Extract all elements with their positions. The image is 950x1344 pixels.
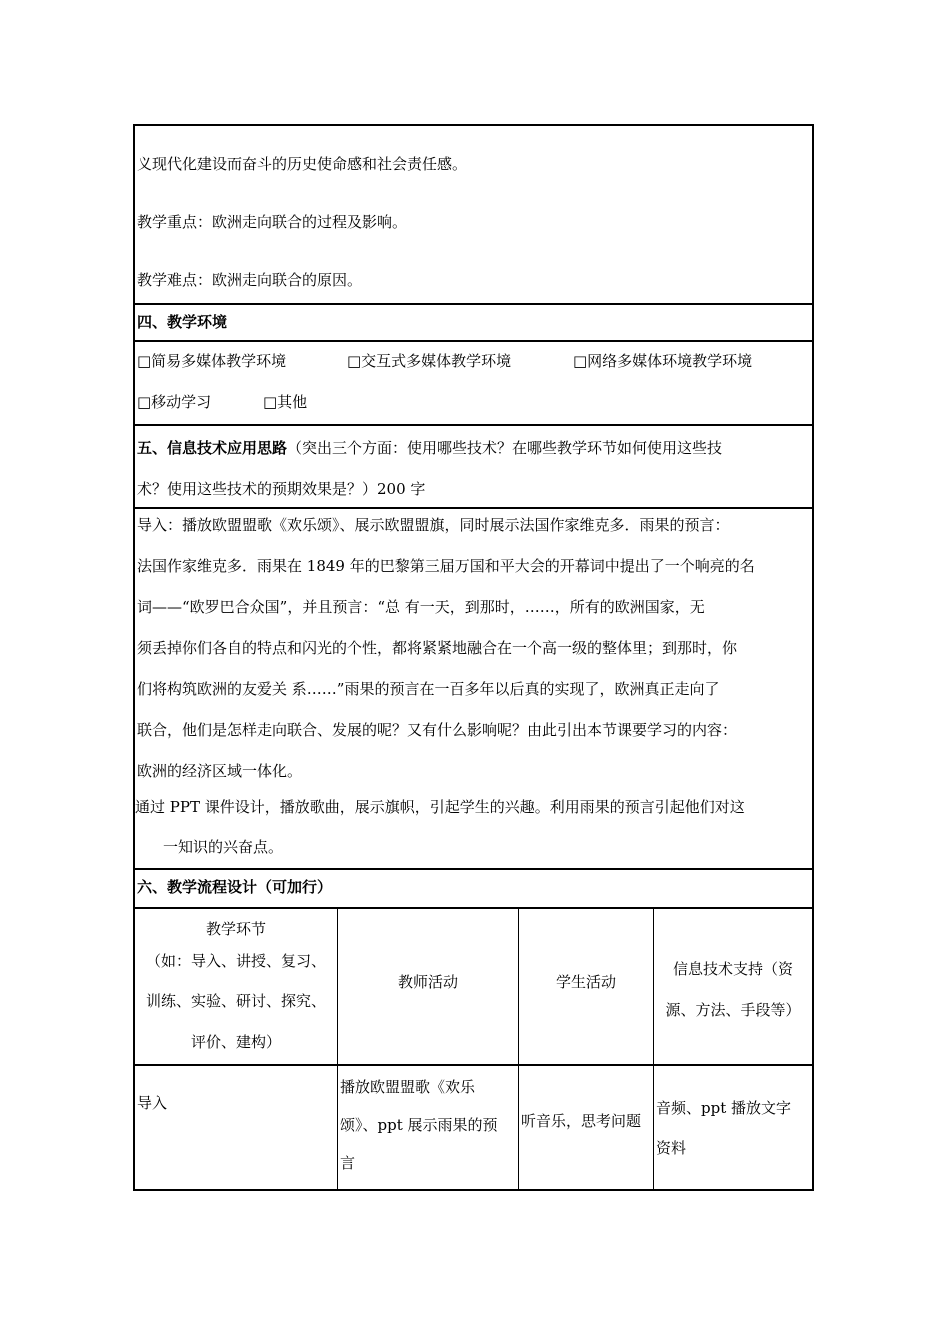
cell-student [519, 1066, 654, 1189]
column-header-stage-line: 教学环节 [205, 920, 266, 938]
cell-stage-text: 导入 [137, 1094, 168, 1112]
option-simple-multimedia[interactable]: □简易多媒体教学环境 [137, 352, 287, 370]
body-line: 联合，他们是怎样走向联合、发展的呢？又有什么影响呢？由此引出本节课要学习的内容： [137, 721, 738, 739]
cell-tech-line: 音频、ppt 播放文字 [656, 1099, 792, 1117]
body-line: 须丢掉你们各自的特点和闪光的个性，都将紧紧地融合在一个高一级的整体里；到那时，你 [137, 639, 738, 657]
column-header-tech [654, 909, 812, 1064]
column-header-tech-line: 源、方法、手段等） [665, 1001, 801, 1019]
body-line: 法国作家维克多．雨果在 1849 年的巴黎第三届万国和平大会的开幕词中提出了一个响亮的名 [137, 557, 755, 575]
option-other[interactable]: □其他 [263, 393, 308, 411]
cell-teacher [338, 1066, 519, 1189]
column-header-stage-line: 训练、实验、研讨、探究、 [145, 992, 326, 1010]
environment-heading-row [133, 305, 814, 342]
column-header-stage-line: 评价、建构） [190, 1033, 281, 1051]
column-header-stage-line: （如：导入、讲授、复习、 [145, 952, 326, 970]
option-mobile-learning[interactable]: □移动学习 [137, 393, 212, 411]
body-line: 们将构筑欧洲的友爱关 系……”雨果的预言在一百多年以后真的实现了，欧洲真正走向了 [137, 680, 720, 698]
option-network-multimedia[interactable]: □网络多媒体环境教学环境 [573, 352, 753, 370]
tech-approach-heading-row [133, 426, 814, 509]
body-line: 导入：播放欧盟盟歌《欢乐颂》、展示欧盟盟旗，同时展示法国作家维克多．雨果的预言： [137, 516, 730, 534]
cell-stage [135, 1066, 338, 1189]
cell-student-text: 听音乐，思考问题 [521, 1112, 642, 1130]
flow-heading-row [133, 870, 814, 909]
cell-tech [654, 1066, 812, 1189]
column-header-student [519, 909, 654, 1064]
column-header-teacher [338, 909, 519, 1064]
key-point-line: 教学重点：欧洲走向联合的过程及影响。 [137, 213, 408, 231]
section-five-instructions-cont: 术？使用这些技术的预期效果是？）200 字 [137, 480, 426, 498]
body-line: 欧洲的经济区域一体化。 [137, 762, 303, 780]
table-row [133, 1066, 814, 1191]
column-header-student-label: 学生活动 [555, 973, 616, 991]
cell-teacher-line: 颂》、ppt 展示雨果的预 [340, 1116, 498, 1134]
difficult-point-line: 教学难点：欧洲走向联合的原因。 [137, 271, 363, 289]
section-four-heading: 四、教学环境 [137, 313, 228, 331]
note-line-indented: 一知识的兴奋点。 [163, 838, 284, 856]
objectives-block [133, 124, 814, 305]
cell-tech-line: 资料 [656, 1139, 687, 1157]
flow-table-header [133, 909, 814, 1066]
cell-teacher-line: 言 [340, 1154, 356, 1172]
section-five-instructions: （突出三个方面：使用哪些技术？在哪些教学环节如何使用这些技 [287, 439, 723, 457]
column-header-tech-line: 信息技术支持（资 [672, 960, 793, 978]
lesson-plan-document [133, 124, 814, 1191]
note-line: 通过 PPT 课件设计，播放歌曲，展示旗帜，引起学生的兴趣。利用雨果的预言引起他们对这 [135, 798, 745, 816]
column-header-stage [135, 909, 338, 1064]
section-five-heading [135, 437, 722, 458]
cell-teacher-line: 播放欧盟盟歌《欢乐 [340, 1078, 476, 1096]
section-five-title: 五、信息技术应用思路 [137, 439, 288, 457]
environment-options [133, 342, 814, 426]
section-six-heading: 六、教学流程设计（可加行） [137, 878, 333, 896]
body-line: 词——“欧罗巴合众国”，并且预言：“总 有一天，到那时，……，所有的欧洲国家，无 [137, 598, 705, 616]
column-header-teacher-label: 教师活动 [397, 973, 458, 991]
tech-approach-body [133, 509, 814, 870]
objective-line: 义现代化建设而奋斗的历史使命感和社会责任感。 [137, 155, 468, 173]
option-interactive-multimedia[interactable]: □交互式多媒体教学环境 [347, 352, 512, 370]
